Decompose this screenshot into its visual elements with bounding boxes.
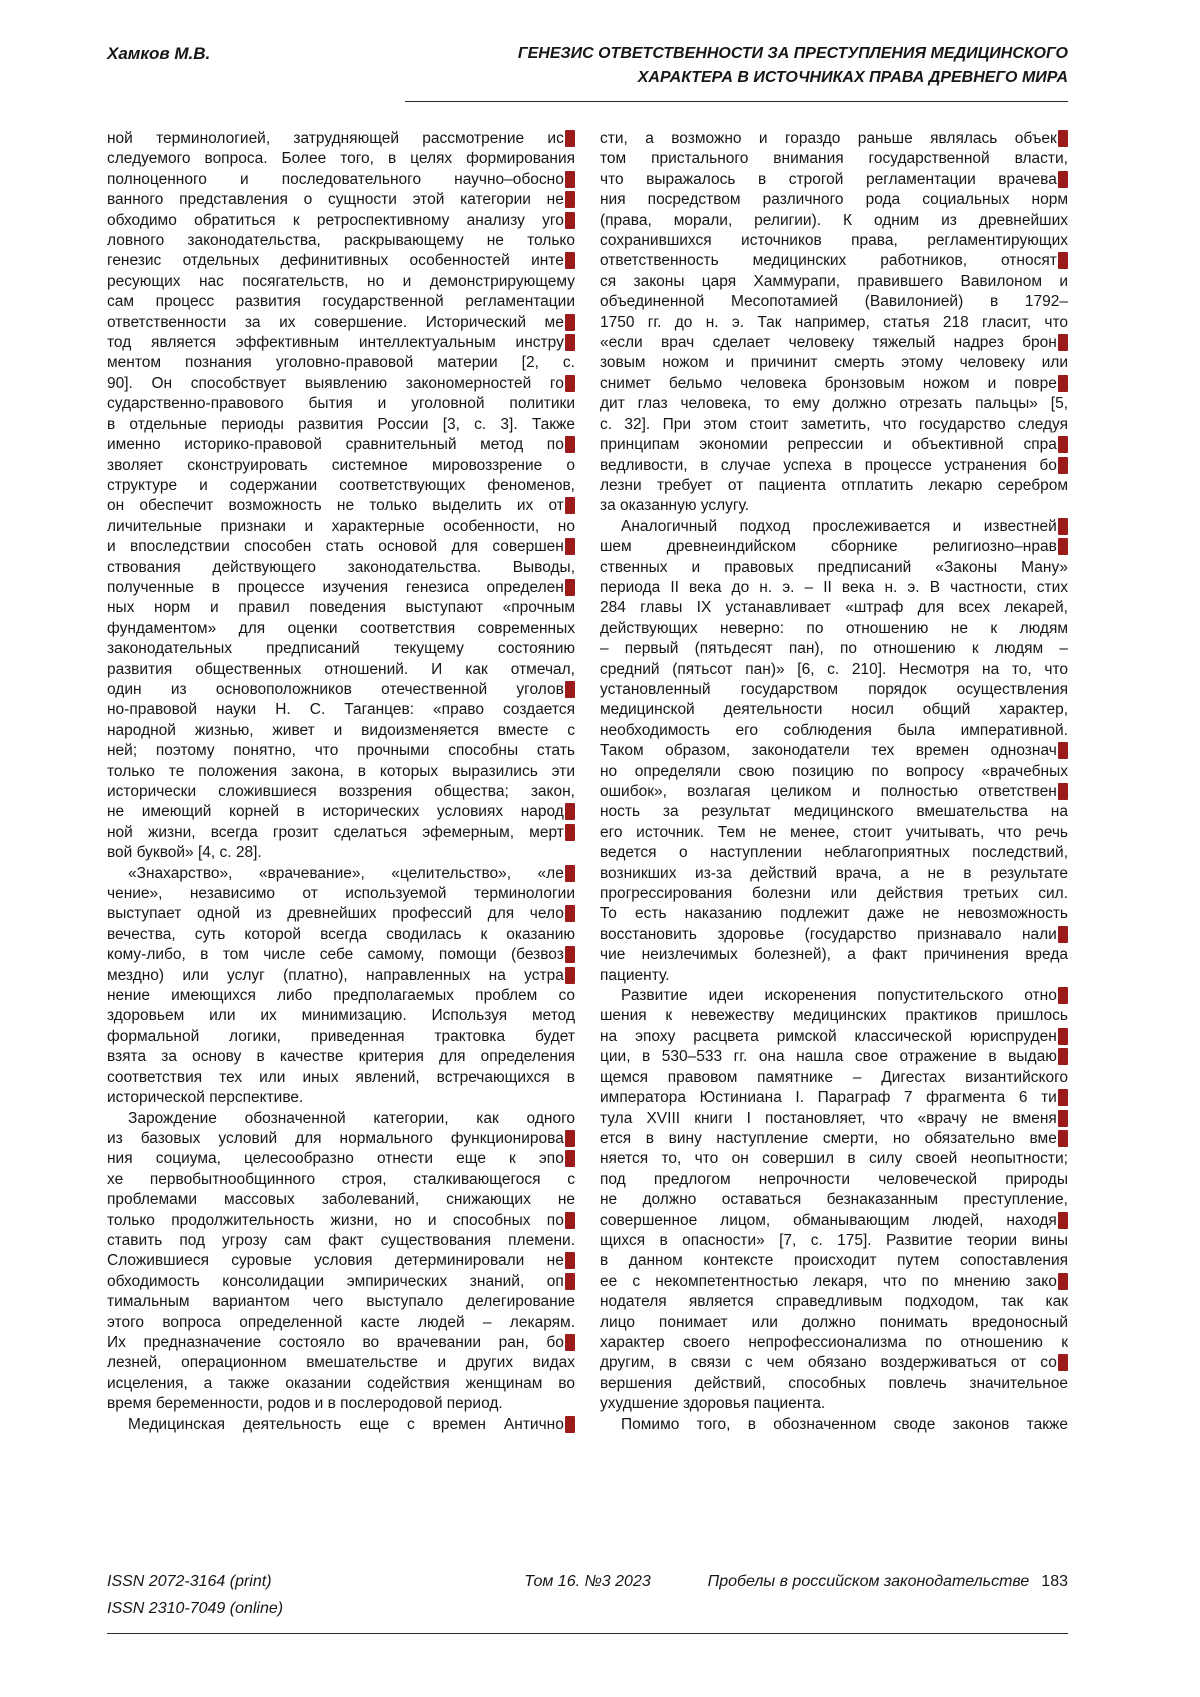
text-line: сохранившихся источников права, регламентирующих [600, 232, 1068, 250]
text-line: «Знахарство», «врачевание», «целительство», «ле - [107, 864, 575, 884]
hyphenation-mark: - [1058, 1048, 1068, 1065]
text-line: исцеления, а также оказании содействия женщинам во [107, 1374, 575, 1392]
text-line: сти, а возможно и гораздо раньше являлась объек - [600, 129, 1068, 149]
text-line: Развитие идеи искоренения попустительского отно - [600, 986, 1068, 1006]
text-line: за оказанную услугу. [600, 497, 750, 515]
hyphenation-mark: - [1058, 1130, 1068, 1147]
text-line: ресующих нас посягательств, но и демонстрирующему [107, 272, 575, 290]
text-line: нодателя является справедливым подходом, так как [600, 1293, 1068, 1311]
text-line: сударственно-правового бытия и уголовной политики [107, 395, 575, 413]
text-line: генезис отдельных дефинитивных особенностей инте - [107, 251, 575, 271]
text-line: тимальным вариантом чего выступало делегирование [107, 1293, 575, 1311]
text-line: лезней, операционном вмешательстве и других видах [107, 1354, 575, 1372]
text-line: няется то, что он совершил в силу своей неопытности; [600, 1150, 1068, 1168]
text-line: ность за результат медицинского вмешательства на [600, 803, 1068, 821]
footer-issn-block [107, 1568, 283, 1622]
text-line: восстановить здоровье (государство признавало нали - [600, 925, 1068, 945]
text-line: То есть наказанию подлежит даже не невозможность [600, 905, 1068, 923]
article-body [107, 129, 1068, 1435]
text-line: установленный государством порядок осуществления [600, 680, 1068, 698]
hyphenation-mark: - [565, 1252, 575, 1269]
text-line: один из основоположников отечественной уголов - [107, 680, 575, 700]
text-line: проблемами массовых заболеваний, снижающих не [107, 1191, 575, 1209]
text-line: вечества, суть которой всегда сводилась к оказанию [107, 925, 575, 943]
text-line: обходимость консолидации эмпирических знаний, оп - [107, 1272, 575, 1292]
text-line: развития общественных отношений. И как отмечал, [107, 660, 575, 678]
hyphenation-mark: - [1058, 1110, 1068, 1127]
text-line: но определяли свою позицию по вопросу «врачебных [600, 762, 1068, 780]
text-line: периода II века до н. э. – II века н. э. В частности, стих [600, 578, 1068, 596]
hyphenation-mark: - [565, 1212, 575, 1229]
text-line: с. 32]. При этом стоит заметить, что государство следуя [600, 415, 1068, 433]
text-line: в отдельные периоды развития России [3, с. 3]. Также [107, 415, 575, 433]
text-line: Сложившиеся суровые условия детерминировали не - [107, 1251, 575, 1271]
text-line: личительные признаки и характерные особенности, но [107, 517, 575, 535]
hyphenation-mark: - [1058, 1354, 1068, 1371]
hyphenation-mark: - [1058, 334, 1068, 351]
issn-print: ISSN 2072-3164 (print) [107, 1573, 272, 1590]
text-line: ной жизни, всегда грозит сделаться эфемерным, мерт - [107, 823, 575, 843]
text-line: сам процесс развития государственной регламентации [107, 293, 575, 311]
hyphenation-mark: - [565, 865, 575, 882]
text-line: ловного законодательства, раскрывающему не только [107, 232, 575, 250]
text-line: вой буквой» [4, с. 28]. [107, 844, 262, 862]
text-line: ствования действующего законодательства. Выводы, [107, 558, 575, 576]
text-line: дит глаз человека, то ему должно отрезать пальцы» [5, [600, 395, 1068, 413]
text-line: ственных и правовых предписаний «Законы Ману» [600, 558, 1068, 576]
text-line: законодательных предписаний текущему состоянию [107, 640, 575, 658]
hyphenation-mark: - [565, 1334, 575, 1351]
hyphenation-mark: - [565, 824, 575, 841]
text-line: медицинской деятельности носил общий характер, [600, 701, 1068, 719]
header-rule [405, 101, 1068, 102]
text-line: нение имеющихся либо предполагаемых проблем со [107, 987, 575, 1005]
hyphenation-mark: - [1058, 783, 1068, 800]
text-line: из базовых условий для нормального функционирова - [107, 1129, 575, 1149]
hyphenation-mark: - [565, 497, 575, 514]
text-line: ции, в 530–533 гг. она нашла свое отражение в выдаю - [600, 1047, 1068, 1067]
author-name: Хамков М.В. [107, 44, 211, 63]
text-line: 1750 гг. до н. э. Так например, статья 218 гласит, что [600, 313, 1068, 331]
text-line: выступает одной из древнейших профессий для чело - [107, 904, 575, 924]
left-column [107, 129, 575, 1435]
footer-journal-block [708, 1568, 1068, 1595]
text-line: ся законы царя Хаммурапи, правившего Вавилоном и [600, 272, 1068, 290]
hyphenation-mark: - [565, 1150, 575, 1167]
text-line: он обеспечит возможность не только выделить их от - [107, 496, 575, 516]
hyphenation-mark: - [565, 1130, 575, 1147]
text-line: «если врач сделает человеку тяжелый надрез брон - [600, 333, 1068, 353]
text-line: лезни требует от пациента отплатить лекарю серебром [600, 476, 1068, 494]
hyphenation-mark: - [1058, 926, 1068, 943]
hyphenation-mark: - [1058, 742, 1068, 759]
text-line: лицо понимает или должно понимать вредоносный [600, 1313, 1068, 1331]
text-line: другим, в связи с чем обязано воздерживаться от со - [600, 1353, 1068, 1373]
text-line: прогрессирования болезни или действия третьих сил. [600, 885, 1068, 903]
text-line: исторической перспективе. [107, 1089, 304, 1107]
hyphenation-mark: - [1058, 375, 1068, 392]
text-line: структуре и содержании соответствующих феноменов, [107, 476, 575, 494]
hyphenation-mark: - [565, 436, 575, 453]
article-title [518, 42, 1068, 89]
text-line: ответственности за их совершение. Исторический ме - [107, 313, 575, 333]
text-line: характер своего непрофессионализма по отношению к [600, 1333, 1068, 1351]
hyphenation-mark: - [1058, 130, 1068, 147]
text-line: пациенту. [600, 966, 670, 984]
text-line: ния посредством различного рода социальных норм [600, 191, 1068, 209]
text-line: ответственность медицинских работников, относят - [600, 251, 1068, 271]
text-line: на эпоху расцвета римской классической юриспруден - [600, 1027, 1068, 1047]
hyphenation-mark: - [565, 252, 575, 269]
text-line: чие неизлечимых болезней), а факт причинения вреда [600, 946, 1068, 964]
text-line: возникших из-за действий врача, а не в результате [600, 864, 1068, 882]
text-line: полученные в процессе изучения генезиса определен - [107, 578, 575, 598]
hyphenation-mark: - [1058, 1212, 1068, 1229]
text-line: ставить под угрозу сам факт существования племени. [107, 1231, 575, 1249]
text-line: Аналогичный подход прослеживается и известней - [600, 517, 1068, 537]
text-line: (права, морали, религии). К одним из древнейших [600, 211, 1068, 229]
text-line: необходимость его соблюдения была императивной. [600, 721, 1068, 739]
text-line: щемся правовом памятнике – Дигестах византийского [600, 1068, 1068, 1086]
text-line: ется в вину наступление смерти, но обязательно вме - [600, 1129, 1068, 1149]
hyphenation-mark: - [565, 681, 575, 698]
text-line: объединенной Месопотамией (Вавилонией) в 1792– [600, 293, 1068, 311]
hyphenation-mark: - [565, 579, 575, 596]
text-line: время беременности, родов и в послеродовой период. [107, 1395, 503, 1413]
text-line: в данном контексте происходит путем сопоставления [600, 1252, 1068, 1270]
text-line: ведется о наступлении неблагоприятных последствий, [600, 844, 1068, 862]
text-line: ментом познания уголовно-правовой материи [2, с. [107, 354, 575, 372]
text-line: следуемого вопроса. Более того, в целях формирования [107, 150, 575, 168]
footer-volume: Том 16. №3 2023 [524, 1573, 651, 1590]
hyphenation-mark: - [1058, 538, 1068, 555]
text-line: не должно оставаться безнаказанным преступление, [600, 1191, 1068, 1209]
text-line: его источник. Тем не менее, стоит учитывать, что речь [600, 823, 1068, 841]
hyphenation-mark: - [565, 375, 575, 392]
hyphenation-mark: - [565, 314, 575, 331]
text-line: соответствия тех или иных явлений, встречающихся в [107, 1068, 575, 1086]
text-line: взята за основу в качестве критерия для определения [107, 1048, 575, 1066]
page-footer [107, 1568, 1068, 1626]
hyphenation-mark: - [565, 171, 575, 188]
hyphenation-mark: - [565, 1273, 575, 1290]
text-line: что выражалось в строгой регламентации врачева - [600, 170, 1068, 190]
hyphenation-mark: - [1058, 1028, 1068, 1045]
text-line: ее с некомпетентностью лекаря, что по мнению зако - [600, 1272, 1068, 1292]
text-line: тула XVIII книги I постановляет, что «врачу не вменя - [600, 1109, 1068, 1129]
hyphenation-mark: - [1058, 171, 1068, 188]
text-line: ной терминологией, затрудняющей рассмотрение ис - [107, 129, 575, 149]
text-line: здоровьем или их минимизацию. Используя метод [107, 1007, 575, 1025]
text-line: средний (пятьсот пан)» [6, с. 210]. Несмотря на то, что [600, 660, 1068, 678]
text-line: фундаментом» для оценки соответствия современных [107, 619, 575, 637]
hyphenation-mark: - [565, 967, 575, 984]
text-line: ных норм и правил поведения выступают «прочным [107, 599, 575, 617]
text-line: мездно) или услуг (платно), направленных на устра - [107, 966, 575, 986]
text-line: под предлогом непрочности человеческой природы [600, 1170, 1068, 1188]
text-line: именно историко-правовой сравнительный метод по - [107, 435, 575, 455]
hyphenation-mark: - [565, 212, 575, 229]
text-line: ней; поэтому понятно, что прочными способны стать [107, 742, 575, 760]
text-line: Помимо того, в обозначенном своде законов также [621, 1415, 1068, 1433]
hyphenation-mark: - [1058, 1089, 1068, 1106]
text-line: зовым ножом и причинит смерть этому человеку или [600, 354, 1068, 372]
hyphenation-mark: - [565, 946, 575, 963]
text-line: только продолжительность жизни, но и способных по - [107, 1211, 575, 1231]
text-line: ведливости, в случае успеха в процессе устранения бо - [600, 456, 1068, 476]
page-number: 183 [1041, 1573, 1068, 1590]
text-line: тод является эффективным интеллектуальным инстру - [107, 333, 575, 353]
text-line: действующих неверно: по отношению не к людям [600, 619, 1068, 637]
hyphenation-mark: - [1058, 436, 1068, 453]
text-line: щихся в опасности» [7, с. 175]. Развитие теории вины [600, 1231, 1068, 1249]
article-title-line1: ГЕНЕЗИС ОТВЕТСТВЕННОСТИ ЗА ПРЕСТУПЛЕНИЯ МЕДИЦИНСКОГО [517, 45, 1068, 62]
hyphenation-mark: - [1058, 518, 1068, 535]
text-line: принципам экономии репрессии и объективной спра - [600, 435, 1068, 455]
text-line: и впоследствии способен стать основой для совершен - [107, 537, 575, 557]
text-line: но-правовой науки Н. С. Таганцев: «право создается [107, 701, 575, 719]
text-line: исторически сложившиеся воззрения общества; закон, [107, 783, 575, 800]
text-line: 90]. Он способствует выявлению закономерностей го - [107, 374, 575, 394]
text-line: Медицинская деятельность еще с времен Антично - [107, 1415, 575, 1435]
hyphenation-mark: - [1058, 1273, 1068, 1290]
hyphenation-mark: - [565, 905, 575, 922]
hyphenation-mark: - [1058, 457, 1068, 474]
text-line: Таком образом, законодатели тех времен однознач - [600, 741, 1068, 761]
right-column [600, 129, 1068, 1435]
text-line: 284 главы IX устанавливает «штраф для всех лекарей, [600, 599, 1068, 617]
text-line: только те положения закона, в которых выразились эти [107, 762, 575, 780]
text-line: ухудшение здоровья пациента. [600, 1395, 826, 1413]
text-line: хе первобытнообщинного строя, сталкивающегося с [107, 1170, 575, 1188]
footer-rule [107, 1633, 1068, 1634]
text-line: – первый (пятьдесят пан), по отношению к людям – [600, 640, 1068, 658]
hyphenation-mark: - [565, 191, 575, 208]
text-line: народной жизнью, живет и видоизменяется вместе с [107, 721, 575, 739]
text-line: ния социума, целесообразно отнести еще к эпо - [107, 1149, 575, 1169]
text-line: Их предназначение состояло во врачевании ран, бо - [107, 1333, 575, 1353]
text-line: вершения действий, способных повлечь значительное [600, 1374, 1068, 1392]
hyphenation-mark: - [565, 538, 575, 555]
journal-name: Пробелы в российском законодательстве [707, 1573, 1030, 1590]
text-line: обходимо обратиться к ретроспективному анализу уго - [107, 211, 575, 231]
text-line: императора Юстиниана I. Параграф 7 фрагмента 6 ти - [600, 1088, 1068, 1108]
text-line: том пристального внимания государственной власти, [600, 150, 1068, 168]
text-line: зволяет сконструировать системное мировоззрение о [107, 456, 575, 474]
text-line: снимет бельмо человека бронзовым ножом и повре - [600, 374, 1068, 394]
text-line: этого вопроса определенной касте людей – лекарям. [107, 1313, 575, 1331]
text-line: полноценного и последовательного научно–обосно - [107, 170, 575, 190]
text-line: чение», независимо от используемой терминологии [107, 885, 575, 903]
article-title-line2: ХАРАКТЕРА В ИСТОЧНИКАХ ПРАВА ДРЕВНЕГО МИРА [637, 68, 1068, 86]
hyphenation-mark: - [565, 130, 575, 147]
hyphenation-mark: - [565, 1416, 575, 1433]
hyphenation-mark: - [565, 803, 575, 820]
text-line: кому-либо, в том числе себе самому, помощи (безвоз - [107, 945, 575, 965]
text-line: совершенное лицом, обманывающим людей, находя - [600, 1211, 1068, 1231]
text-line: ошибок», возлагая целиком и полностью ответствен - [600, 782, 1068, 802]
text-line: Зарождение обозначенной категории, как одного [128, 1109, 575, 1127]
text-line: шем древнеиндийском сборнике религиозно–нрав - [600, 537, 1068, 557]
text-line: не имеющий корней в исторических условиях народ - [107, 802, 575, 822]
page-header [107, 42, 1068, 89]
text-line: шения к невежеству медицинских практиков пришлось [600, 1007, 1068, 1025]
hyphenation-mark: - [565, 334, 575, 351]
text-line: ванного представления о сущности этой категории не - [107, 190, 575, 210]
hyphenation-mark: - [1058, 252, 1068, 269]
issn-online: ISSN 2310-7049 (online) [107, 1600, 284, 1617]
text-line: формальной логики, приведенная трактовка будет [107, 1027, 575, 1045]
hyphenation-mark: - [1058, 987, 1068, 1004]
